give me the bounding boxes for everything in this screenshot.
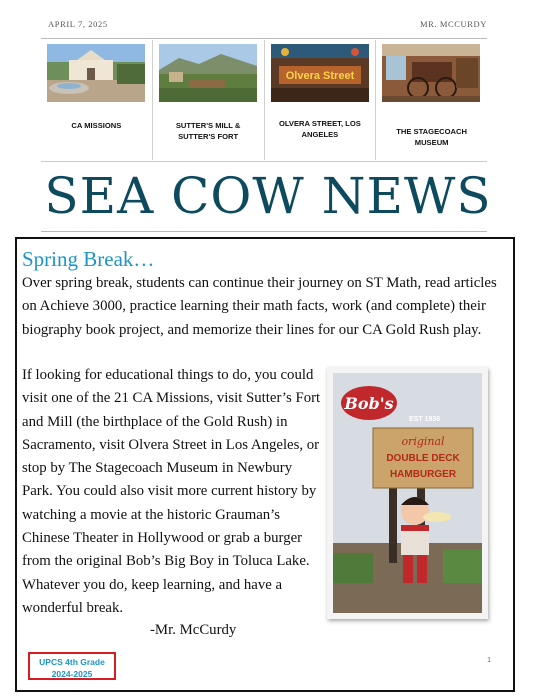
footer-line-2: 2024-2025 (51, 669, 93, 679)
sign-line-3: HAMBURGER (389, 469, 457, 480)
nav-item-ca-missions[interactable] (41, 40, 153, 160)
sign-line-1: original (401, 435, 445, 448)
stagecoach-museum-photo[interactable] (382, 44, 480, 102)
nav-item-sutters-mill[interactable] (153, 40, 265, 160)
nav-item-stagecoach-museum[interactable] (376, 40, 487, 160)
footer-badge (28, 652, 116, 680)
bobs-big-boy-photo (327, 367, 488, 619)
sign-line-2: DOUBLE DECK (386, 453, 460, 464)
sign-logo-text: Bob's (344, 394, 394, 413)
issue-date: APRIL 7, 2025 (48, 19, 108, 29)
article-box (15, 237, 515, 692)
olvera-sign-text: Olvera Street (285, 70, 354, 82)
author-name: MR. MCCURDY (419, 19, 487, 29)
article-signature: -Mr. McCurdy (150, 622, 237, 638)
article-headline: Spring Break… (22, 247, 155, 271)
divider (41, 38, 487, 39)
masthead-title: SEA COW NEWS (44, 167, 492, 225)
nav-caption: SUTTER'S MILL & SUTTER'S FORT (175, 121, 241, 141)
nav-caption: THE STAGECOACH MUSEUM (396, 127, 467, 147)
page-number: 1 (487, 657, 491, 664)
sutters-mill-photo[interactable] (159, 44, 257, 102)
photo-nav (41, 40, 487, 160)
sign-est-text: EST 1936 (409, 416, 441, 423)
article-paragraph-2: If looking for educational things to do, you could visit one of the 21 CA Missions, visit Sutter’s Fort and Mill (the birthplace of the Gold Rush) in Sacramento, visit Olvera Street in Los Angeles, or stop by The Stagecoach Museum in Newbury Park. You could also visit more current history by watching a movie at the historic Grauman’s Chinese Theater in Hollywood or grab a burger from the original Bob’s Big Boy in Toluca Lake. Whatever you do, keep learning, and have a wonderful break. (22, 367, 321, 616)
footer-line-1: UPCS 4th Grade (39, 657, 105, 667)
divider (41, 231, 487, 232)
ca-mission-photo[interactable] (47, 44, 145, 102)
nav-caption: CA MISSIONS (71, 121, 122, 130)
nav-item-olvera-street[interactable] (265, 40, 377, 160)
olvera-street-photo[interactable] (271, 44, 369, 102)
nav-caption: OLVERA STREET, LOS ANGELES (278, 119, 361, 139)
article-paragraph-1: Over spring break, students can continue their journey on ST Math, read articles on Achieve 3000, practice learning their math facts, work (and complete) their biography book project, and memorize their lines for our CA Gold Rush play. (22, 275, 497, 338)
divider (41, 161, 487, 162)
